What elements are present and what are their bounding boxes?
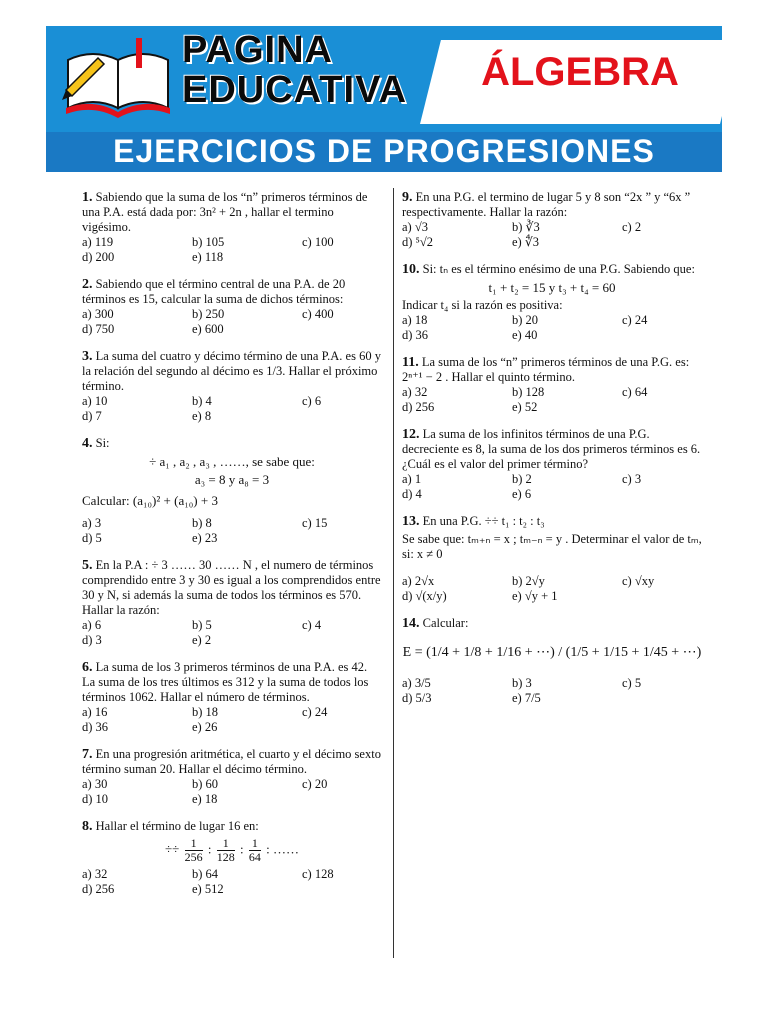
exercise-7: 7. En una progresión aritmética, el cuarto y el décimo sexto término suman 20. Hallar el décimo término. a) 30 b) 60 c) 20 d) 10 e) 18 xyxy=(82,747,381,806)
banner-top-strip xyxy=(46,18,722,26)
options: a) 30 b) 60 c) 20 d) 10 e) 18 xyxy=(82,777,328,806)
exercise-text: En la P.A : ÷ 3 …… 30 …… N , el numero de términos comprendido entre 3 y 30 es igual a los comprendidos entre 30 y N, si además la suma de todos los términos es 570. Hallar la razón: xyxy=(82,558,381,617)
exercise-3: 3. La suma del cuatro y décimo término de una P.A. es 60 y la relación del segundo al décimo es 1/3. Hallar el próximo término. a) 10 b) 4 c) 6 d) 7 e) 8 xyxy=(82,349,381,423)
fraction: $\frac{1}{256}$ xyxy=(184,836,203,864)
exercise-14: 14. Calcular: E = (1/4 + 1/8 + 1/16 + ⋯) / (1/5 + 1/15 + 1/45 + ⋯) a) 3/5 b) 3 c) 5 d) 5/3 e) 7/5 xyxy=(402,616,702,705)
exercise-text: En una P.G. el termino de lugar 5 y 8 son “2x ” y “6x ” respectivamente. Hallar la razón: xyxy=(402,190,691,219)
calc-line: Calcular: (a₁₀)² + (a₁₀) + 3 xyxy=(82,493,218,508)
brand-logo-text: PAGINA EDUCATIVA xyxy=(182,29,408,111)
sequence-line: ÷÷ $\frac{1}{256}$ : $\frac{1}{128}$ : $\frac{1}{64}$ : …… xyxy=(165,836,299,864)
exercise-text: Si: xyxy=(95,436,110,450)
exercise-text: Indicar t₄ si la razón es positiva: xyxy=(402,298,563,312)
exercise-text: En una P.G. ÷÷ t₁ : t₂ : t₃ xyxy=(422,514,545,528)
options: a) 300 b) 250 c) 400 d) 750 e) 600 xyxy=(82,307,334,336)
exercise-6: 6. La suma de los 3 primeros términos de una P.A. es 42. La suma de los tres últimos es 312 y la suma de todos los términos 1062. Hallar el número de términos. a) 16 b) 18 c) 24 d) 36 e) 26 xyxy=(82,660,382,735)
exercise-2: 2. Sabiendo que el término central de una P.A. de 20 términos es 15, calcular la suma de dichos términos: a) 300 b) 250 c) 400 d) 750 e) 600 xyxy=(82,277,382,337)
condition-line: a₃ = 8 y a₈ = 3 xyxy=(194,472,270,487)
fraction: $\frac{1}{128}$ xyxy=(216,836,235,864)
options: a) 1 b) 2 c) 3 d) 4 e) 6 xyxy=(402,472,642,501)
exercise-text: Calcular: xyxy=(422,616,469,630)
exercise-text: Sabiendo que la suma de los “n” primeros términos de una P.A. está dada por: 3n² + 2n , hallar el termino vigésimo. xyxy=(82,190,368,234)
exercise-text: Hallar el término de lugar 16 en: xyxy=(95,819,259,833)
exercise-text: La suma de los infinitos términos de una P.G. decreciente es 8, la suma de los dos primeros términos es 6. ¿Cuál es el valor del primer término? xyxy=(402,427,701,471)
options: a) 16 b) 18 c) 24 d) 36 e) 26 xyxy=(82,705,328,734)
options: a) 119 b) 105 c) 100 d) 200 e) 118 xyxy=(82,235,334,264)
formula: E = (1/4 + 1/8 + 1/16 + ⋯) / (1/5 + 1/15 + 1/45 + ⋯) xyxy=(402,645,702,660)
book-pencil-logo xyxy=(58,30,178,118)
exercise-9: 9. En una P.G. el termino de lugar 5 y 8 son “2x ” y “6x ” respectivamente. Hallar la razón: a) √3 b) ∛3 c) 2 d) ⁵√2 e) ∜3 xyxy=(402,190,702,250)
exercise-text: La suma del cuatro y décimo término de una P.A. es 60 y la relación del segundo al décimo es 1/3. Hallar el próximo término. xyxy=(82,349,381,393)
options: a) 18 b) 20 c) 24 d) 36 e) 40 xyxy=(402,313,648,342)
exercise-5: 5. En la P.A : ÷ 3 …… 30 …… N , el numero de términos comprendido entre 3 y 30 es igual a los comprendidos entre 30 y N, si además la suma de todos los términos es 570. Hallar la razón: a) 6 b) 5 c) 4 d) 3 e) 2 xyxy=(82,558,381,647)
exercise-13: 13. En una P.G. ÷÷ t₁ : t₂ : t₃ Se sabe que: tₘ₊ₙ = x ; tₘ₋ₙ = y . Determinar el valor de tₘ, si: x ≠ 0 a) 2√x b) 2√y c) √xy d) √(x/y) e) √y + 1 xyxy=(402,514,702,603)
exercise-text: En una progresión aritmética, el cuarto y el décimo sexto término suman 20. Hallar el décimo término. xyxy=(82,747,381,776)
exercise-11: 11. La suma de los “n” primeros términos de una P.G. es: 2ⁿ⁺¹ − 2 . Hallar el quinto término. a) 32 b) 128 c) 64 d) 256 e) 52 xyxy=(402,355,702,415)
options: a) 2√x b) 2√y c) √xy d) √(x/y) e) √y + 1 xyxy=(402,574,655,603)
left-column xyxy=(82,190,382,909)
options: a) 3/5 b) 3 c) 5 d) 5/3 e) 7/5 xyxy=(402,676,642,705)
exercise-body: Se sabe que: tₘ₊ₙ = x ; tₘ₋ₙ = y . Determinar el valor de tₘ, si: x ≠ 0 xyxy=(402,532,702,561)
subject-label: ÁLGEBRA xyxy=(481,50,679,94)
exercise-10: 10. Si: tₙ es el término enésimo de una P.G. Sabiendo que: t₁ + t₂ = 15 y t₃ + t₄ = 60 Indicar t₄ si la razón es positiva: a) 18 b) 20 c) 24 d) 36 e) 40 xyxy=(402,262,702,343)
exercise-1: 1. Sabiendo que la suma de los “n” primeros términos de una P.A. está dada por: 3n² + 2n , hallar el termino vigésimo. a) 119 b) 105 c) 100 d) 200 e) 118 xyxy=(82,190,382,265)
options: a) 32 b) 128 c) 64 d) 256 e) 52 xyxy=(402,385,648,414)
page-title: EJERCICIOS DE PROGRESIONES xyxy=(113,133,655,169)
condition-line: t₁ + t₂ = 15 y t₃ + t₄ = 60 xyxy=(488,280,616,295)
options: a) 3 b) 8 c) 15 d) 5 e) 23 xyxy=(82,516,328,545)
options: a) 10 b) 4 c) 6 d) 7 e) 8 xyxy=(82,394,322,423)
exercise-text: La suma de los “n” primeros términos de una P.G. es: 2ⁿ⁺¹ − 2 . Hallar el quinto término. xyxy=(402,355,690,384)
sequence-line: ÷ a₁ , a₂ , a₃ , ……, se sabe que: xyxy=(149,454,315,469)
options: a) 32 b) 64 c) 128 d) 256 e) 512 xyxy=(82,867,334,896)
options: a) 6 b) 5 c) 4 d) 3 e) 2 xyxy=(82,618,322,647)
exercise-8: 8. Hallar el término de lugar 16 en: ÷÷ $\frac{1}{256}$ : $\frac{1}{128}$ : $\frac{1}{64}$ : …… a) 32 b) 64 c) 128 d) 256 e) 512 xyxy=(82,819,382,897)
column-divider xyxy=(393,188,394,958)
right-column xyxy=(402,190,702,718)
options: a) √3 b) ∛3 c) 2 d) ⁵√2 e) ∜3 xyxy=(402,220,642,249)
exercise-4: 4. Si: ÷ a₁ , a₂ , a₃ , ……, se sabe que: a₃ = 8 y a₈ = 3 Calcular: (a₁₀)² + (a₁₀) + 3 a) 3 b) 8 c) 15 d) 5 e) 23 xyxy=(82,436,382,546)
exercise-text: Sabiendo que el término central de una P.A. de 20 términos es 15, calcular la suma de dichos términos: xyxy=(82,277,346,306)
exercise-text: Si: tₙ es el término enésimo de una P.G. Sabiendo que: xyxy=(422,262,695,276)
exercise-12: 12. La suma de los infinitos términos de una P.G. decreciente es 8, la suma de los dos primeros términos es 6. ¿Cuál es el valor del primer término? a) 1 b) 2 c) 3 d) 4 e) 6 xyxy=(402,427,701,501)
fraction: $\frac{1}{64}$ xyxy=(248,836,261,864)
exercise-text: La suma de los 3 primeros términos de una P.A. es 42. La suma de los tres últimos es 312 y la suma de todos los términos 1062. Hallar el número de términos. xyxy=(82,660,369,704)
